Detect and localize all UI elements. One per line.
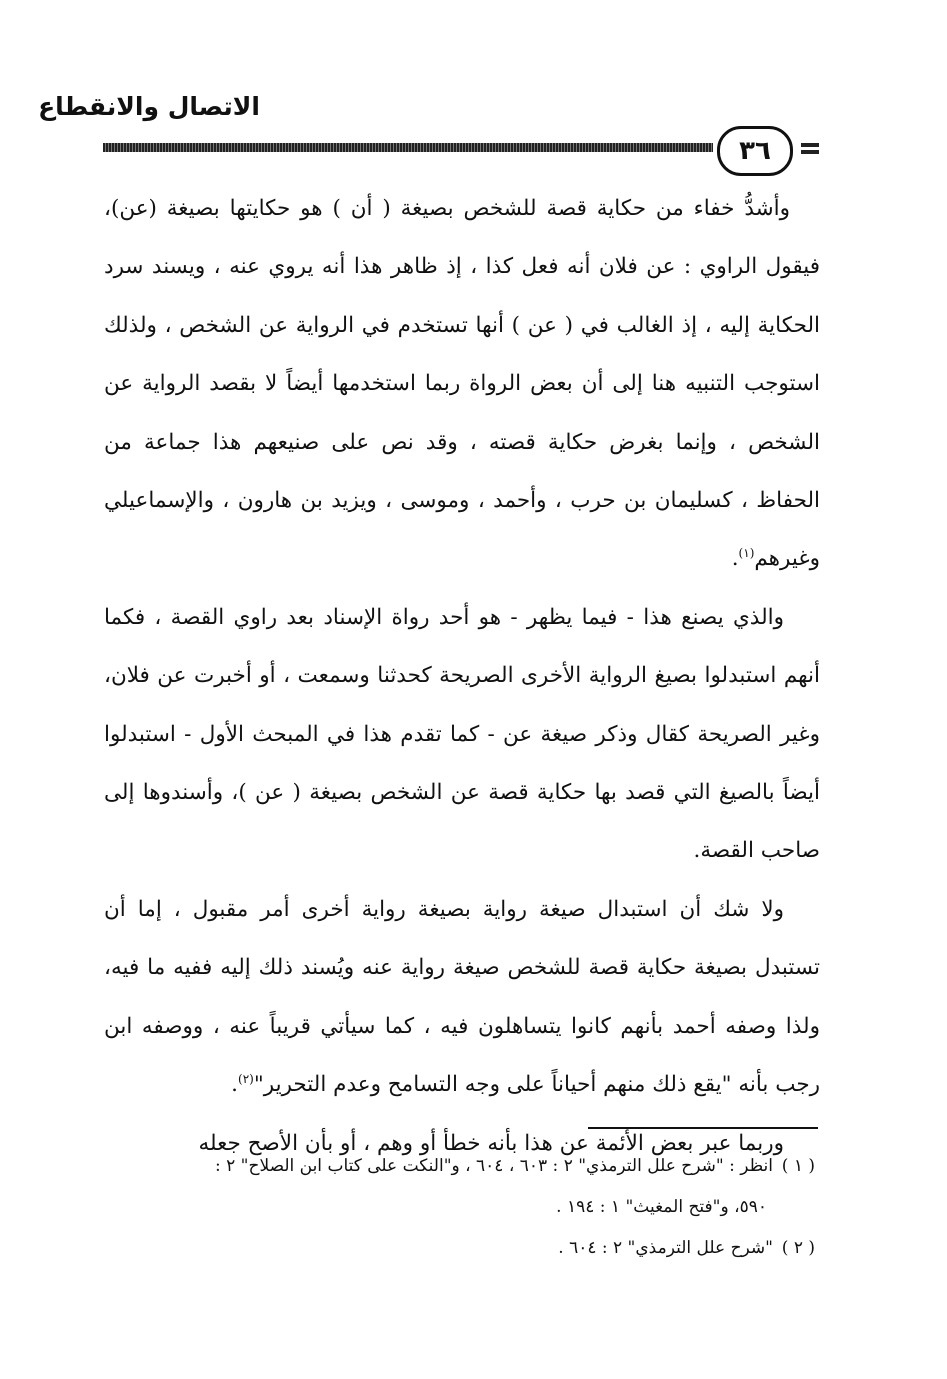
footnote-ref: (١) [738,546,755,561]
footnotes [90,1146,815,1269]
footnote-number: ( ٢ ) [781,1238,815,1258]
paragraph-text: ولا شك أن استبدال صيغة رواية بصيغة رواية أخرى أمر مقبول ، إما أن تستبدل بصيغة حكاية قصة للشخص صيغة رواية عنه ويُسند ذلك إليه ففيه ما فيه، ولذا وصفه أحمد بأنهم كانوا يتساهلون فيه ، كما سيأتي قريباً عنه ، ووصفه ابن رجب بأنه "يقع ذلك منهم أحياناً على وجه التسامح وعدم التحرير" [104,896,820,1098]
header-rule [103,143,713,152]
paragraph: والذي يصنع هذا - فيما يظهر - هو أحد رواة الإسناد بعد راوي القصة ، فكما أنهم استبدلوا بصيغ الرواية الأخرى الصريحة كحدثنا وسمعت ، أو أخبرت عن فلان، وغير الصريحة كقال وذكر صيغة عن - كما تقدم هذا في المبحث الأول - استبدلوا أيضاً بالصيغ التي قصد بها حكاية قصة عن الشخص بصيغة ( عن )، وأسندوها إلى صاحب القصة. [104,604,820,864]
body-text [104,180,820,1173]
footnote [90,1228,815,1269]
footnote-continuation: ٥٩٠، و"فتح المغيث" ١ : ١٩٤ . [556,1197,767,1217]
paragraph: وربما عبر بعض الأئمة عن هذا بأنه خطأ أو وهم ، أو بأن الأصح جعله [198,1130,784,1156]
footnote-number: ( ١ ) [781,1156,815,1176]
footnote-ref: (٢) [238,1071,254,1086]
page-number-badge: ٣٦ [717,126,793,176]
footnote [90,1146,815,1187]
footnote-text: انظر : "شرح علل الترمذي" ٢ : ٦٠٣ ، ٦٠٤ ، و"النكت على كتاب ابن الصلاح" ٢ : [214,1156,773,1176]
header-rule-stub [801,143,819,147]
footnote-text: "شرح علل الترمذي" ٢ : ٦٠٤ . [558,1238,773,1258]
paragraph [104,881,820,1115]
running-header-title: الاتصال والانقطاع [38,92,260,121]
paragraph [104,180,820,589]
punctuation: . [231,1072,238,1098]
paragraph-text: وأشدُّ خفاء من حكاية قصة للشخص بصيغة ( أن ) هو حكايتها بصيغة (عن)، فيقول الراوي : عن فلان أنه فعل كذا ، إذ ظاهر هذا أنه يروي عنه ، ويسند سرد الحكاية إليه ، إذ الغالب في ( عن ) أنها تستخدم في الرواية عن الشخص ، ولذلك استوجب التنبيه هنا إلى أن بعض الرواة ربما استخدمها أيضاً لا بقصد الرواية عن الشخص ، وإنما بغرض حكاية قصته ، وقد نص على صنيعهم هذا جماعة من الحفاظ ، كسليمان بن حرب ، وأحمد ، وموسى ، ويزيد بن هارون ، والإسماعيلي وغيرهم [104,196,820,572]
punctuation: . [731,546,739,572]
header-rule-stub [801,150,819,154]
footnote-separator [588,1127,818,1129]
